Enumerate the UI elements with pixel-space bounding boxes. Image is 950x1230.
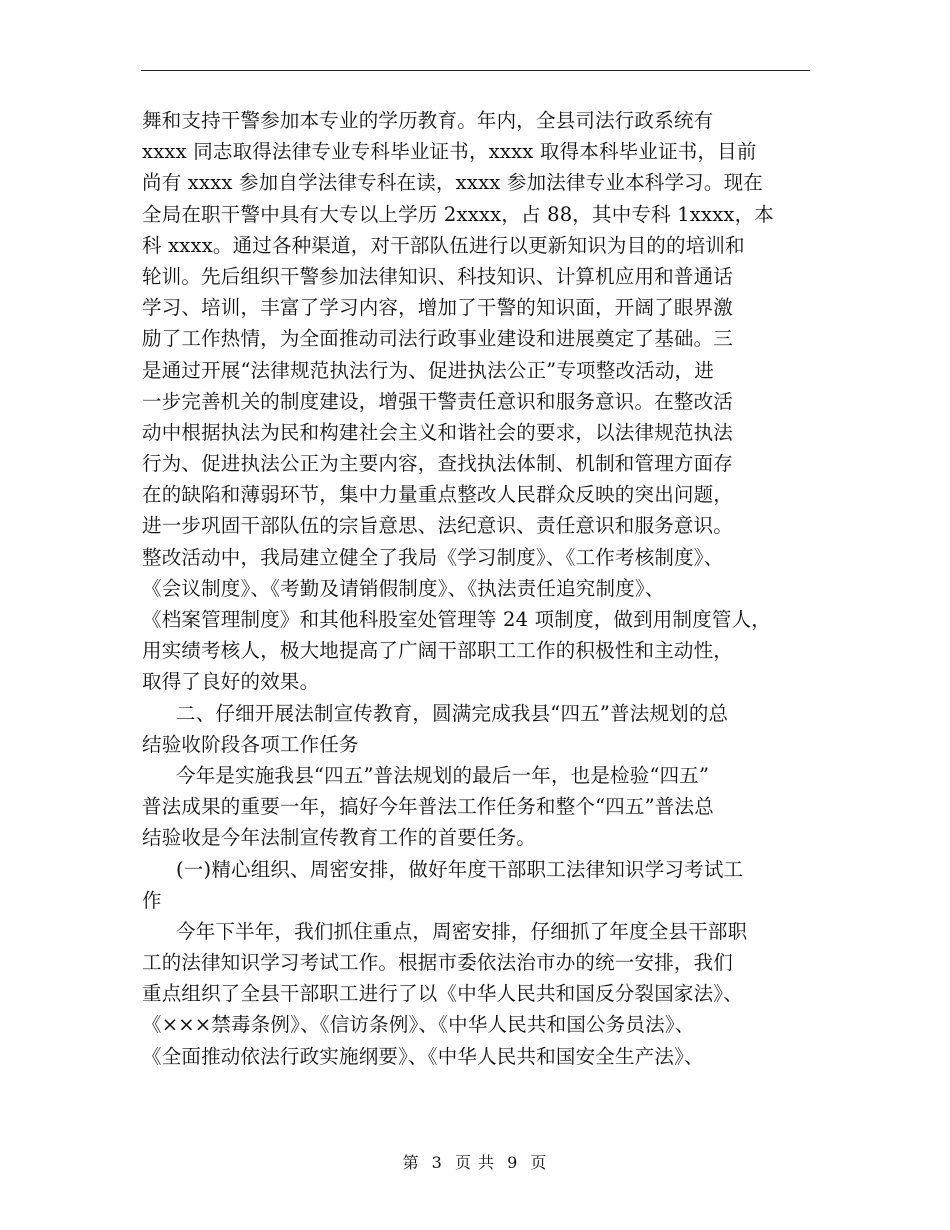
- section-heading: 二、仔细开展法制宣传教育，圆满完成我县“四五”普法规划的总: [176, 701, 729, 725]
- paragraph-start: 今年是实施我县“四五”普法规划的最后一年，也是检验“四五”: [176, 763, 710, 787]
- footer-suffix: 页: [530, 1153, 548, 1172]
- header-rule: [141, 70, 810, 71]
- text-line: 全局在职干警中具有大专以上学历 2xxxx，占 88，其中专科 1xxxx，本: [142, 202, 775, 226]
- text-line: 励了工作热情，为全面推动司法行政事业建设和进展奠定了基础。三: [142, 327, 734, 351]
- text-line: 在的缺陷和薄弱环节，集中力量重点整改人民群众反映的突出问题，: [142, 483, 734, 507]
- text-line: 动中根据执法为民和构建社会主义和谐社会的要求，以法律规范执法: [142, 420, 734, 444]
- current-page-number: 3: [431, 1153, 443, 1172]
- section-heading-continued: 结验收阶段各项工作任务: [142, 732, 359, 756]
- text-line: 进一步巩固干部队伍的宗旨意思、法纪意识、责任意识和服务意识。: [142, 514, 734, 538]
- text-line: 取得了良好的效果。: [142, 670, 320, 694]
- text-line: 《×××禁毒条例》、《信访条例》、《中华人民共和国公务员法》、: [142, 1013, 695, 1037]
- text-line: 行为、促进执法公正为主要内容，查找执法体制、机制和管理方面存: [142, 452, 734, 476]
- text-line: 《会议制度》、《考勤及请销假制度》、《执法责任追究制度》、: [142, 576, 665, 600]
- subsection-heading: (一)精心组织、周密安排，做好年度干部职工法律知识学习考试工: [176, 857, 744, 881]
- page-footer: [0, 1153, 950, 1173]
- footer-middle: 页 共: [454, 1153, 496, 1172]
- text-line: 《全面推动依法行政实施纲要》、《中华人民共和国安全生产法》、: [142, 1044, 704, 1068]
- text-line: 整改活动中，我局建立健全了我局《学习制度》、《工作考核制度》、: [142, 545, 724, 569]
- paragraph-start: 今年下半年，我们抓住重点，周密安排，仔细抓了年度全县干部职: [176, 919, 748, 943]
- text-line: 是通过开展“法律规范执法行为、促进执法公正”专项整改活动，进: [142, 358, 714, 382]
- text-line: 舞和支持干警参加本专业的学历教育。年内，全县司法行政系统有: [142, 109, 714, 132]
- text-line: 重点组织了全县干部职工进行了以《中华人民共和国反分裂国家法》、: [142, 982, 743, 1006]
- total-pages-number: 9: [507, 1153, 519, 1172]
- body-text: [142, 105, 814, 1072]
- subsection-heading-continued: 作: [142, 888, 162, 912]
- text-line: 学习、培训，丰富了学习内容，增加了干警的知识面，开阔了眼界激: [142, 296, 734, 320]
- text-line: 轮训。先后组织干警参加法律知识、科技知识、计算机应用和普通话: [142, 264, 734, 288]
- text-line: 科 xxxx。通过各种渠道，对干部队伍进行以更新知识为目的的培训和: [142, 233, 745, 257]
- text-line: 用实绩考核人，极大地提高了广阔干部职工工作的积极性和主动性，: [142, 639, 734, 663]
- footer-prefix: 第: [402, 1153, 420, 1172]
- text-line: xxxx 同志取得法律专业专科毕业证书，xxxx 取得本科毕业证书，目前: [142, 140, 757, 164]
- text-line: 一步完善机关的制度建设，增强干警责任意识和服务意识。在整改活: [142, 389, 734, 413]
- text-line: 普法成果的重要一年，搞好今年普法工作任务和整个“四五”普法总: [142, 795, 714, 819]
- text-line: 工的法律知识学习考试工作。根据市委依法治市办的统一安排，我们: [142, 951, 734, 975]
- text-line: 《档案管理制度》和其他科股室处管理等 24 项制度，做到用制度管人，: [142, 608, 772, 631]
- text-line: 尚有 xxxx 参加自学法律专科在读，xxxx 参加法律专业本科学习。现在: [142, 171, 763, 195]
- text-line: 结验收是今年法制宣传教育工作的首要任务。: [142, 826, 537, 850]
